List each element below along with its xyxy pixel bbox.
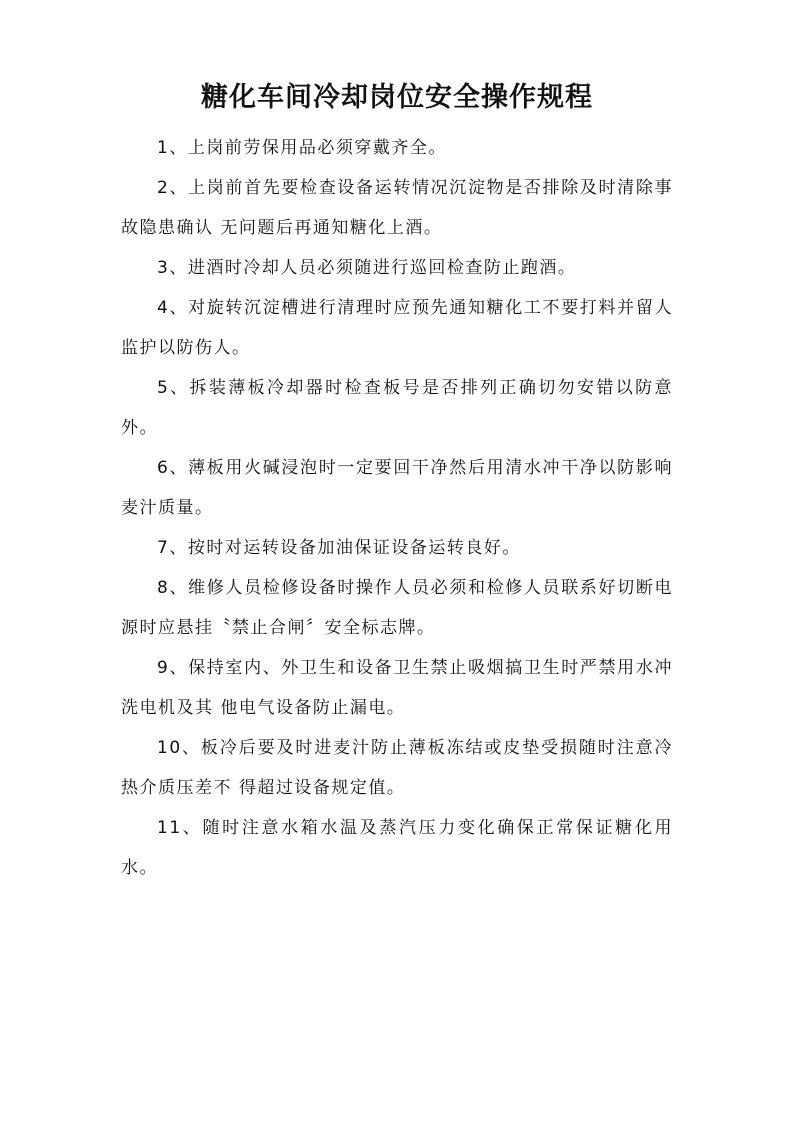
procedure-item-6: 6、薄板用火碱浸泡时一定要回干净然后用清水冲干净以防影响麦汁质量。 bbox=[121, 458, 673, 518]
procedure-item-10: 10、板冷后要及时进麦汁防止薄板冻结或皮垫受损随时注意冷热介质压差不 得超过设备规定值。 bbox=[121, 738, 673, 798]
procedure-item-4: 4、对旋转沉淀槽进行清理时应预先通知糖化工不要打料并留人监护以防伤人。 bbox=[121, 298, 673, 358]
procedure-item-1: 1、上岗前劳保用品必须穿戴齐全。 bbox=[157, 138, 447, 158]
procedure-item-11: 11、随时注意水箱水温及蒸汽压力变化确保正常保证糖化用水。 bbox=[121, 818, 673, 878]
procedure-item-3: 3、进酒时冷却人员必须随进行巡回检查防止跑酒。 bbox=[157, 258, 577, 278]
procedure-item-2: 2、上岗前首先要检查设备运转情况沉淀物是否排除及时清除事故隐患确认 无问题后再通知糖化上酒。 bbox=[121, 178, 673, 238]
procedure-item-9: 9、保持室内、外卫生和设备卫生禁止吸烟搞卫生时严禁用水冲洗电机及其 他电气设备防止漏电。 bbox=[121, 658, 673, 718]
procedure-item-7: 7、按时对运转设备加油保证设备运转良好。 bbox=[157, 538, 521, 558]
document-title: 糖化车间冷却岗位安全操作规程 bbox=[201, 82, 593, 113]
procedure-item-5: 5、拆装薄板冷却器时检查板号是否排列正确切勿安错以防意外。 bbox=[121, 378, 673, 438]
procedure-list bbox=[121, 128, 673, 888]
procedure-item-8: 8、维修人员检修设备时操作人员必须和检修人员联系好切断电源时应悬挂〝禁止合闸〞安全标志牌。 bbox=[121, 578, 673, 638]
